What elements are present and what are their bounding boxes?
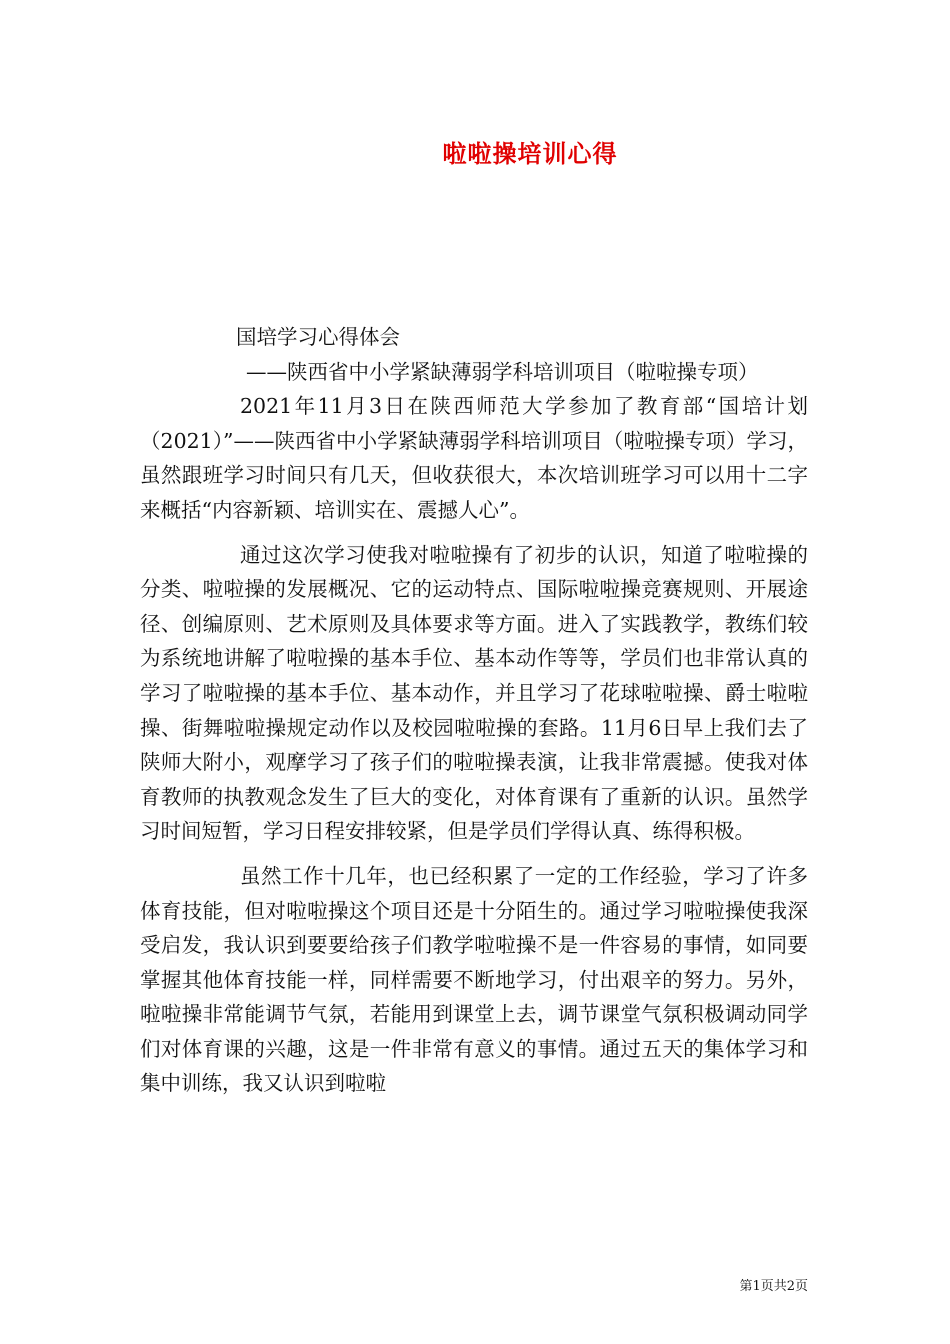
document-title: 啦啦操培训心得	[442, 139, 618, 168]
paragraph-spacer	[140, 528, 808, 538]
paragraph-spacer	[140, 849, 808, 859]
paragraph-3: 虽然工作十几年，也已经积累了一定的工作经验，学习了许多体育技能，但对啦啦操这个项目还是十分陌生的。通过学习啦啦操使我深受启发，我认识到要要给孩子们教学啦啦操不是一件容易的事情，如同要掌握其他体育技能一样，同样需要不断地学习，付出艰辛的努力。另外，啦啦操非常能调节气氛，若能用到课堂上去，调节课堂气氛积极调动同学们对体育课的兴趣，这是一件非常有意义的事情。通过五天的集体学习和集中训练，我又认识到啦啦	[140, 863, 808, 1096]
page-number: 第1页共2页	[739, 1279, 808, 1294]
section-subheading: ——陕西省中小学紧缺薄弱学科培训项目（啦啦操专项）	[246, 359, 759, 384]
document-body	[140, 320, 808, 1101]
paragraph-2: 通过这次学习使我对啦啦操有了初步的认识，知道了啦啦操的分类、啦啦操的发展概况、它的运动特点、国际啦啦操竞赛规则、开展途径、创编原则、艺术原则及具体要求等方面。进入了实践教学，教练们较为系统地讲解了啦啦操的基本手位、基本动作等等，学员们也非常认真的学习了啦啦操的基本手位、基本动作，并且学习了花球啦啦操、爵士啦啦操、街舞啦啦操规定动作以及校园啦啦操的套路。11月6日早上我们去了陕师大附小，观摩学习了孩子们的啦啦操表演，让我非常震撼。使我对体育教师的执教观念发生了巨大的变化，对体育课有了重新的认识。虽然学习时间短暂，学习日程安排较紧，但是学员们学得认真、练得积极。	[140, 542, 808, 844]
section-heading: 国培学习心得体会	[236, 325, 400, 349]
paragraph-1: 2021年11月3日在陕西师范大学参加了教育部“国培计划（2021）”——陕西省中小学紧缺薄弱学科培训项目（啦啦操专项）学习，虽然跟班学习时间只有几天，但收获很大，本次培训班学习可以用十二字来概括“内容新颖、培训实在、震撼人心”。	[140, 394, 808, 522]
